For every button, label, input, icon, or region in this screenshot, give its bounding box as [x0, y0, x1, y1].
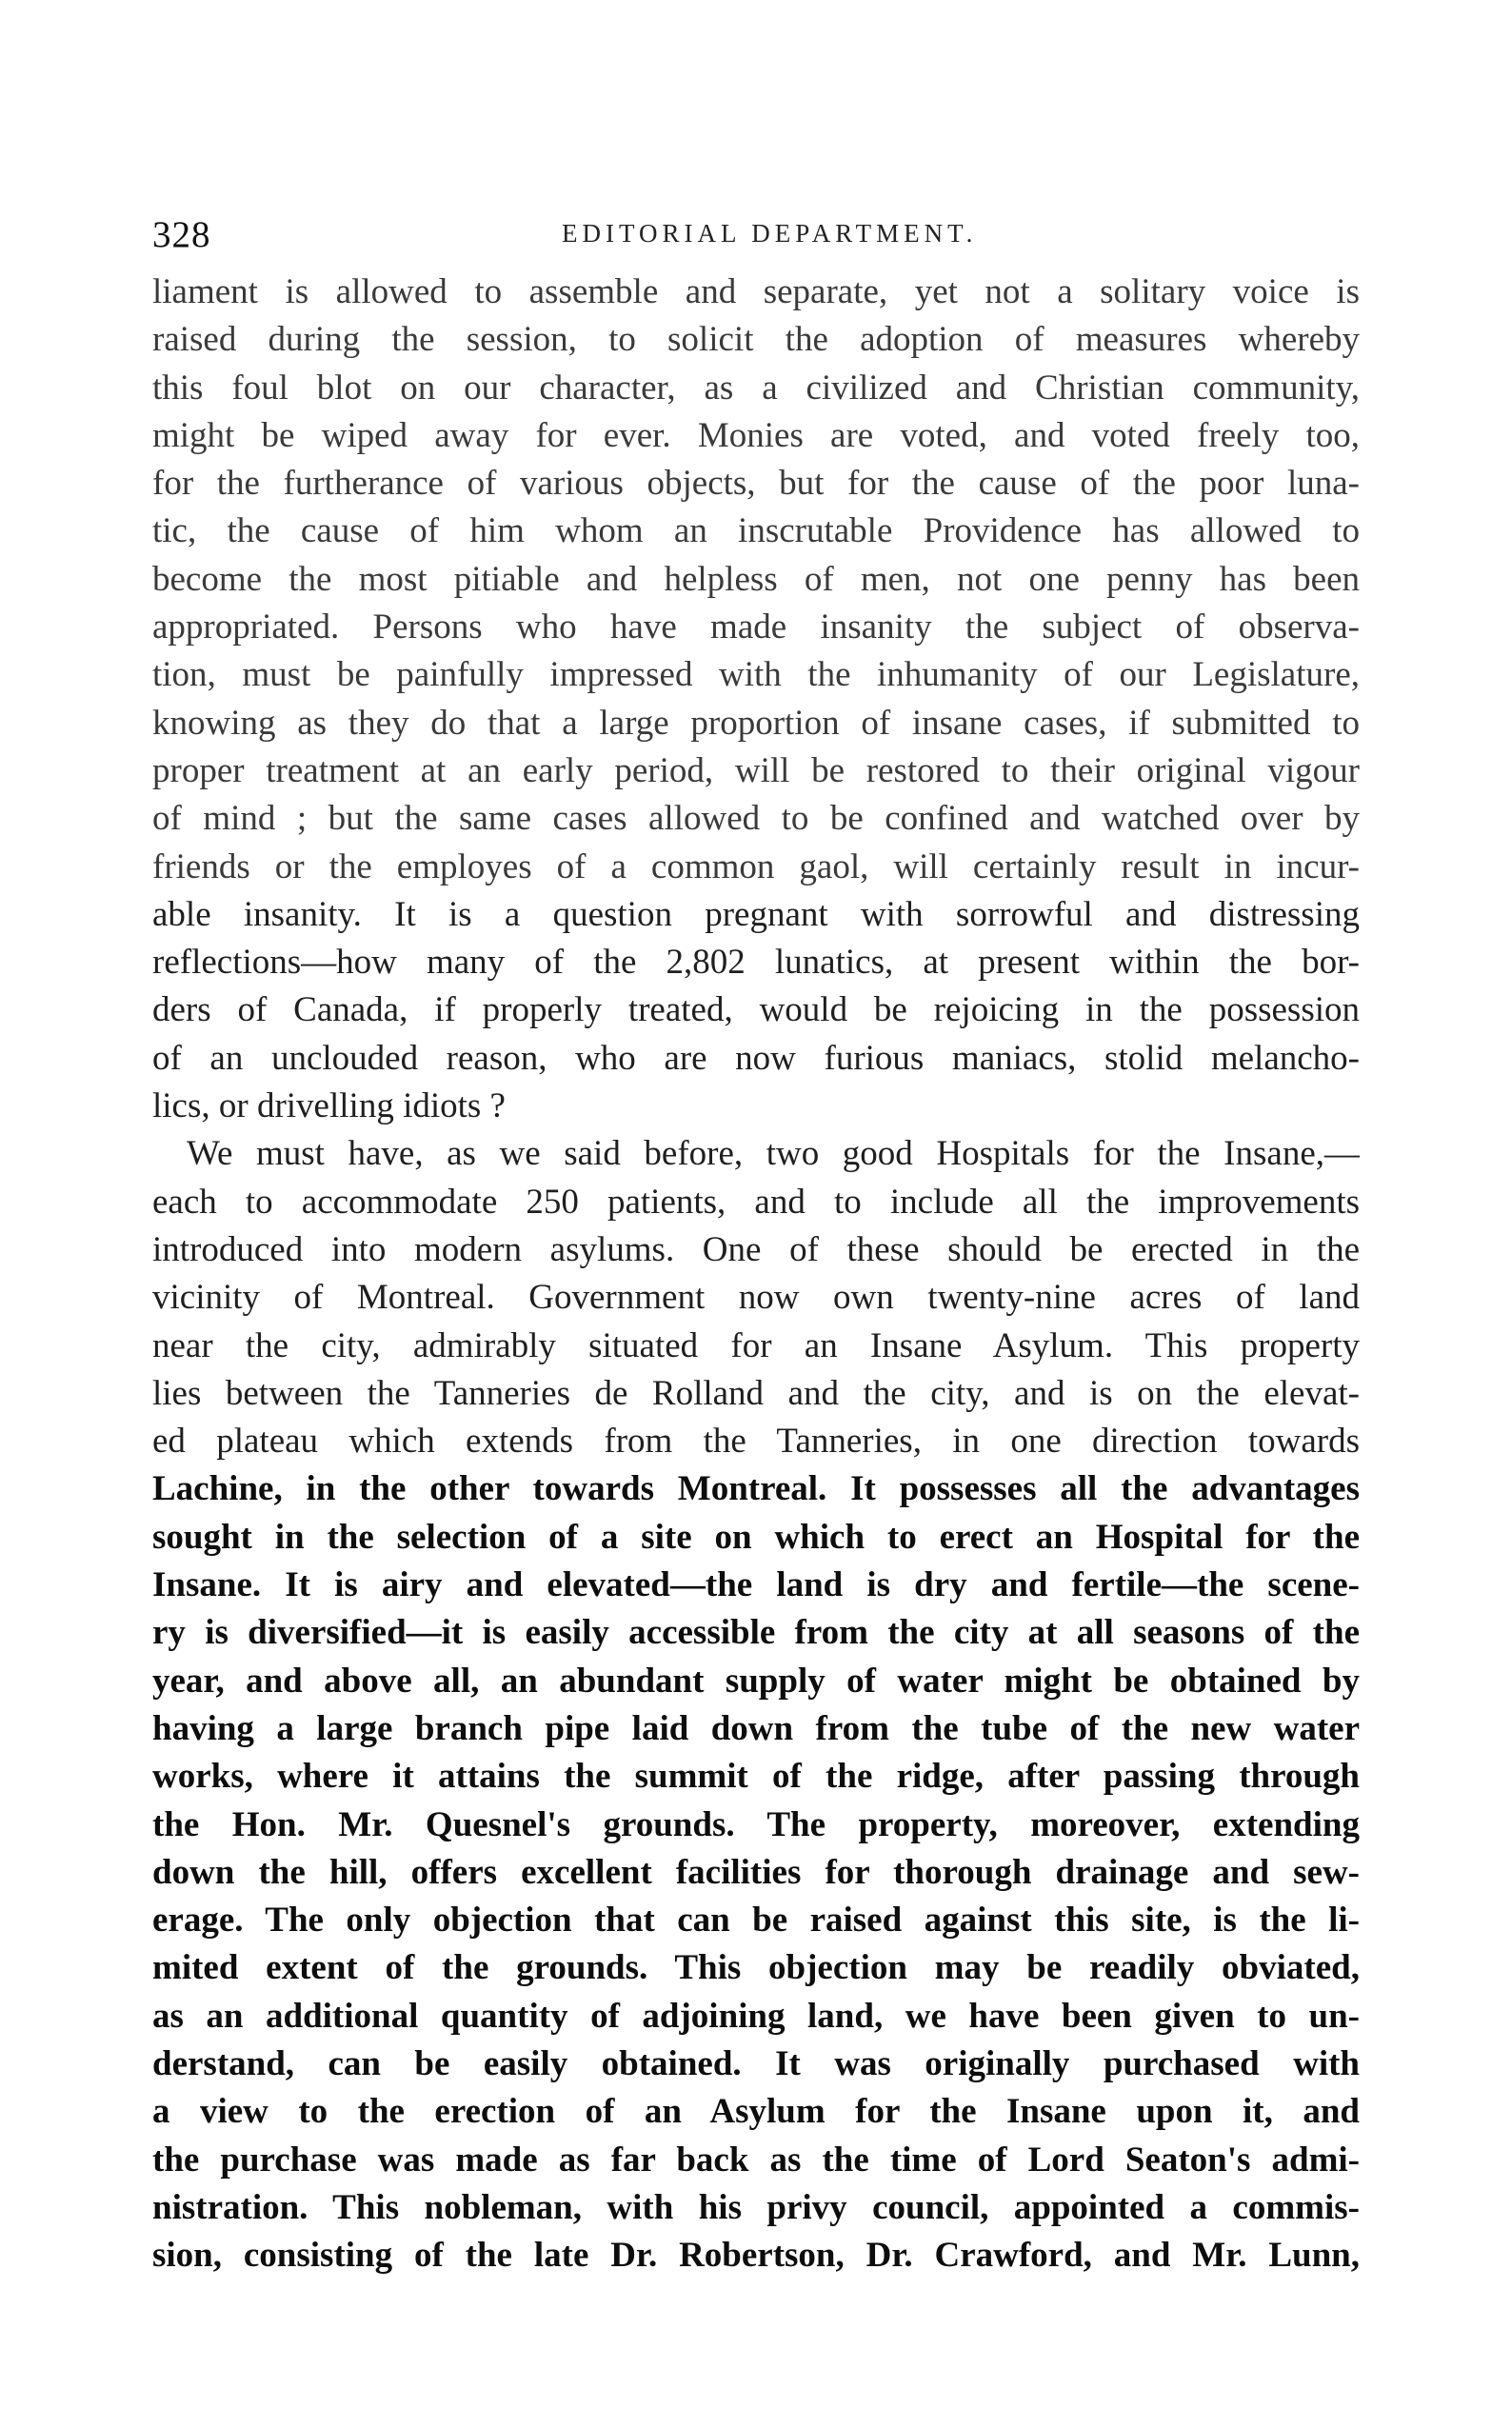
text-line: having a large branch pipe laid down from the tube of the new water — [152, 1708, 1360, 1748]
text-line: a view to the erection of an Asylum for the Insane upon it, and — [152, 2092, 1360, 2132]
text-line: year, and above all, an abundant supply of water might be obtained by — [152, 1661, 1360, 1701]
text-line: might be wiped away for ever. Monies are voted, and voted freely too, — [152, 415, 1360, 455]
text-line: erage. The only objection that can be raised against this site, is the li- — [152, 1901, 1360, 1941]
text-line: appropriated. Persons who have made insanity the subject of observa- — [152, 607, 1360, 647]
text-line: of mind ; but the same cases allowed to be confined and watched over by — [152, 799, 1360, 839]
text-line: derstand, can be easily obtained. It was originally purchased with — [152, 2043, 1360, 2083]
text-line: the purchase was made as far back as the time of Lord Seaton's admi- — [152, 2140, 1360, 2180]
text-line: down the hill, offers excellent facilities for thorough drainage and sew- — [152, 1852, 1360, 1892]
text-line: as an additional quantity of adjoining land, we have been given to un- — [152, 1996, 1360, 2036]
text-line: able insanity. It is a question pregnant with sorrowful and distressing — [152, 894, 1360, 934]
text-line: vicinity of Montreal. Government now own twenty-nine acres of land — [152, 1278, 1360, 1318]
text-line: for the furtherance of various objects, but for the cause of the poor luna- — [152, 464, 1360, 504]
body-text — [152, 269, 1360, 2280]
text-line: Insane. It is airy and elevated—the land is dry and fertile—the scene- — [152, 1565, 1360, 1605]
running-title: EDITORIAL DEPARTMENT. — [562, 219, 978, 248]
text-line: become the most pitiable and helpless of men, not one penny has been — [152, 559, 1360, 599]
text-line: each to accommodate 250 patients, and to include all the improvements — [152, 1182, 1360, 1222]
text-line: introduced into modern asylums. One of these should be erected in the — [152, 1229, 1360, 1269]
text-line: proper treatment at an early period, will be restored to their original vigour — [152, 750, 1360, 790]
text-line: ders of Canada, if properly treated, would be rejoicing in the possession — [152, 990, 1360, 1030]
text-line: of an unclouded reason, who are now furious maniacs, stolid melancho- — [152, 1038, 1360, 1078]
text-line: mited extent of the grounds. This objection may be readily obviated, — [152, 1948, 1360, 1988]
text-line: the Hon. Mr. Quesnel's grounds. The property, moreover, extending — [152, 1804, 1360, 1844]
text-line: reflections—how many of the 2,802 lunatics, at present within the bor- — [152, 943, 1360, 983]
text-line: lics, or drivelling idiots ? — [152, 1086, 506, 1126]
text-line: knowing as they do that a large proportion of insane cases, if submitted to — [152, 703, 1360, 743]
page-number: 328 — [152, 214, 211, 255]
text-line: raised during the session, to solicit the adoption of measures whereby — [152, 320, 1360, 360]
text-line: near the city, admirably situated for an Insane Asylum. This property — [152, 1325, 1360, 1365]
text-line: lies between the Tanneries de Rolland and the city, and is on the elevat- — [152, 1373, 1360, 1413]
text-line: tion, must be painfully impressed with the inhumanity of our Legislature, — [152, 655, 1360, 695]
text-line: sought in the selection of a site on which to erect an Hospital for the — [152, 1517, 1360, 1557]
text-line: liament is allowed to assemble and separate, yet not a solitary voice is — [152, 272, 1360, 311]
running-head — [152, 213, 1362, 261]
text-line: this foul blot on our character, as a civilized and Christian community, — [152, 368, 1360, 408]
text-line: nistration. This nobleman, with his privy council, appointed a commis- — [152, 2187, 1360, 2227]
text-line: works, where it attains the summit of the ridge, after passing through — [152, 1757, 1360, 1797]
text-line: sion, consisting of the late Dr. Robertson, Dr. Crawford, and Mr. Lunn, — [152, 2236, 1360, 2276]
text-line: ed plateau which extends from the Tanneries, in one direction towards — [152, 1422, 1360, 1462]
text-line: tic, the cause of him whom an inscrutable Providence has allowed to — [152, 511, 1360, 551]
text-line: We must have, as we said before, two good Hospitals for the Insane,— — [187, 1134, 1360, 1174]
text-line: Lachine, in the other towards Montreal. It possesses all the advantages — [152, 1469, 1360, 1509]
text-line: friends or the employes of a common gaol, will certainly result in incur- — [152, 846, 1360, 886]
text-line: ry is diversified—it is easily accessible from the city at all seasons of the — [152, 1613, 1360, 1653]
